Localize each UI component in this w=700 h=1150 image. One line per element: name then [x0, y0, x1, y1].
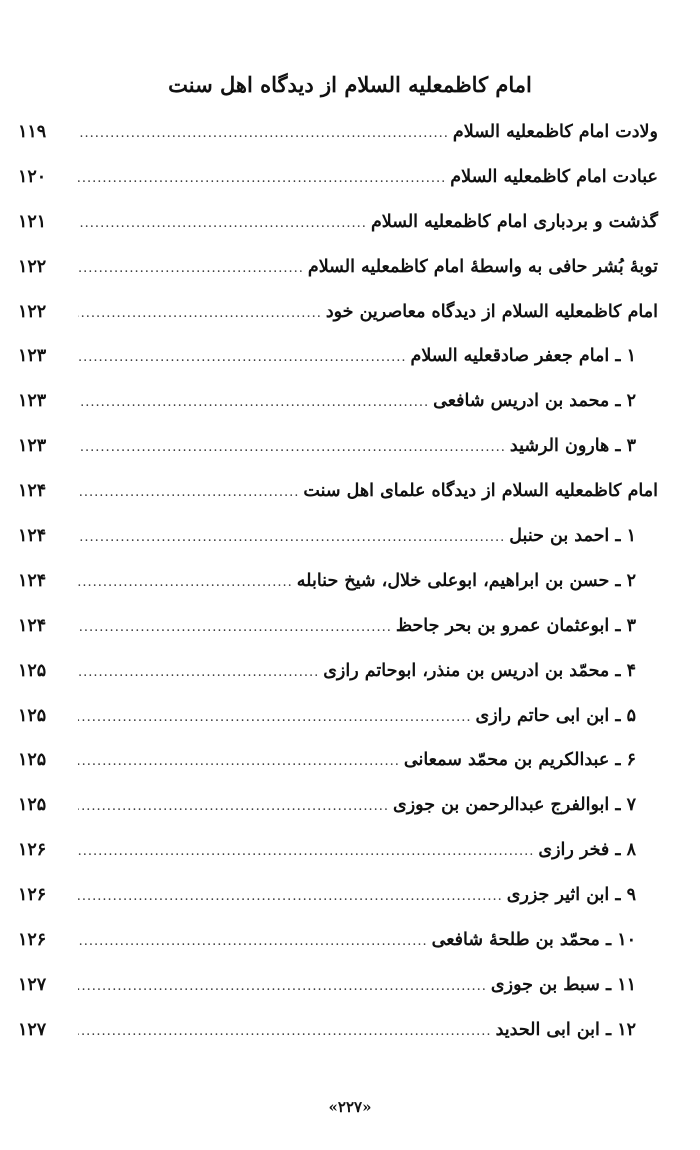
dot-leader — [78, 204, 367, 244]
dot-leader — [78, 294, 322, 334]
toc-entry-title: توبهٔ بُشر حافی به واسطهٔ امام کاظمعلیه السلام — [307, 256, 658, 277]
toc-entry-title: ۴ ـ محمّد بن ادریس بن منذر، ابوحاتم رازی — [323, 660, 636, 681]
dot-leader — [78, 832, 534, 872]
toc-entry — [18, 1010, 658, 1055]
toc-entry-page: ۱۲۱ — [18, 211, 47, 232]
toc-entry — [18, 292, 658, 337]
dot-leader — [78, 383, 429, 423]
toc-entry-page: ۱۲۵ — [18, 750, 47, 771]
toc-entry-title: ۳ ـ هارون الرشید — [509, 436, 636, 457]
toc-entry — [18, 651, 658, 696]
table-of-contents — [18, 112, 658, 1055]
toc-entry-title: ولادت امام کاظمعلیه السلام — [452, 122, 658, 142]
toc-entry-title: ۱۰ ـ محمّد بن طلحهٔ شافعی — [431, 930, 636, 951]
toc-entry-page: ۱۲۰ — [18, 166, 47, 187]
toc-entry-title: ۹ ـ ابن اثیر جزری — [506, 885, 636, 906]
section-heading: امام کاظمعلیه السلام از دیدگاه اهل سنت — [168, 72, 532, 97]
toc-entry-title: گذشت و بردباری امام کاظمعلیه السلام — [370, 211, 658, 232]
toc-entry-title: ۵ ـ ابن ابی حاتم رازی — [475, 705, 636, 726]
toc-entry-title: ۱۲ ـ ابن ابی الحدید — [495, 1019, 636, 1040]
toc-entry-title: ۸ ـ فخر رازی — [538, 840, 636, 861]
dot-leader — [78, 787, 389, 827]
toc-entry-title: ۳ ـ ابوعثمان عمرو بن بحر جاحظ — [395, 615, 636, 636]
toc-entry — [18, 740, 658, 785]
dot-leader — [78, 159, 446, 199]
toc-entry — [18, 875, 658, 920]
toc-entry — [18, 112, 658, 157]
toc-entry-page: ۱۲۷ — [18, 1019, 47, 1040]
dot-leader — [78, 698, 472, 738]
toc-entry — [18, 785, 658, 830]
toc-entry-page: ۱۲۳ — [18, 391, 47, 412]
toc-entry-page: ۱۲۵ — [18, 795, 47, 816]
toc-entry-page: ۱۲۴ — [18, 526, 47, 547]
toc-entry-title: امام کاظمعلیه السلام از دیدگاه معاصرین خود — [325, 301, 658, 322]
dot-leader — [78, 608, 392, 648]
dot-leader — [78, 518, 505, 558]
dot-leader — [78, 473, 299, 513]
dot-leader — [78, 967, 487, 1007]
toc-entry — [18, 561, 658, 606]
toc-entry-page: ۱۲۶ — [18, 885, 47, 906]
toc-entry-page: ۱۱۹ — [18, 122, 47, 142]
toc-entry-title: ۱۱ ـ سبط بن جوزی — [490, 974, 636, 995]
toc-entry-page: ۱۲۲ — [18, 301, 47, 322]
dot-leader — [78, 114, 449, 154]
toc-entry — [18, 965, 658, 1010]
dot-leader — [78, 249, 304, 289]
toc-entry-page: ۱۲۳ — [18, 346, 47, 367]
dot-leader — [78, 653, 319, 693]
toc-entry — [18, 426, 658, 471]
toc-entry-page: ۱۲۷ — [18, 974, 47, 995]
page-number-footer: «۲۲۷» — [328, 1098, 372, 1116]
toc-entry — [18, 202, 658, 247]
toc-entry-title: ۱ ـ امام جعفر صادقعلیه السلام — [410, 346, 636, 367]
toc-entry-title: ۲ ـ محمد بن ادریس شافعی — [433, 391, 636, 412]
toc-entry-page: ۱۲۵ — [18, 660, 47, 681]
toc-entry-title: عبادت امام کاظمعلیه السلام — [450, 166, 658, 187]
toc-entry — [18, 336, 658, 381]
dot-leader — [78, 338, 407, 378]
dot-leader — [78, 563, 293, 603]
toc-entry-title: امام کاظمعلیه السلام از دیدگاه علمای اهل سنت — [303, 481, 658, 502]
toc-entry — [18, 516, 658, 561]
toc-entry-title: ۲ ـ حسن بن ابراهیم، ابوعلی خلال، شیخ حنابله — [296, 570, 636, 591]
dot-leader — [78, 742, 400, 782]
toc-entry-page: ۱۲۶ — [18, 930, 47, 951]
toc-entry-page: ۱۲۲ — [18, 256, 47, 277]
toc-entry — [18, 696, 658, 741]
toc-entry-title: ۷ ـ ابوالفرج عبدالرحمن بن جوزی — [393, 795, 636, 816]
dot-leader — [78, 877, 503, 917]
toc-entry-page: ۱۲۳ — [18, 436, 47, 457]
toc-entry — [18, 830, 658, 875]
toc-entry — [18, 920, 658, 965]
toc-entry — [18, 471, 658, 516]
toc-entry — [18, 606, 658, 651]
toc-entry-title: ۱ ـ احمد بن حنبل — [509, 526, 636, 547]
toc-entry-page: ۱۲۴ — [18, 481, 47, 502]
toc-entry-title: ۶ ـ عبدالکریم بن محمّد سمعانی — [403, 750, 636, 771]
dot-leader — [78, 428, 506, 468]
toc-entry-page: ۱۲۶ — [18, 840, 47, 861]
toc-entry-page: ۱۲۴ — [18, 615, 47, 636]
toc-entry-page: ۱۲۵ — [18, 705, 47, 726]
toc-entry-page: ۱۲۴ — [18, 570, 47, 591]
dot-leader — [78, 1012, 492, 1052]
toc-entry — [18, 381, 658, 426]
dot-leader — [78, 922, 428, 962]
toc-entry — [18, 157, 658, 202]
toc-entry — [18, 247, 658, 292]
